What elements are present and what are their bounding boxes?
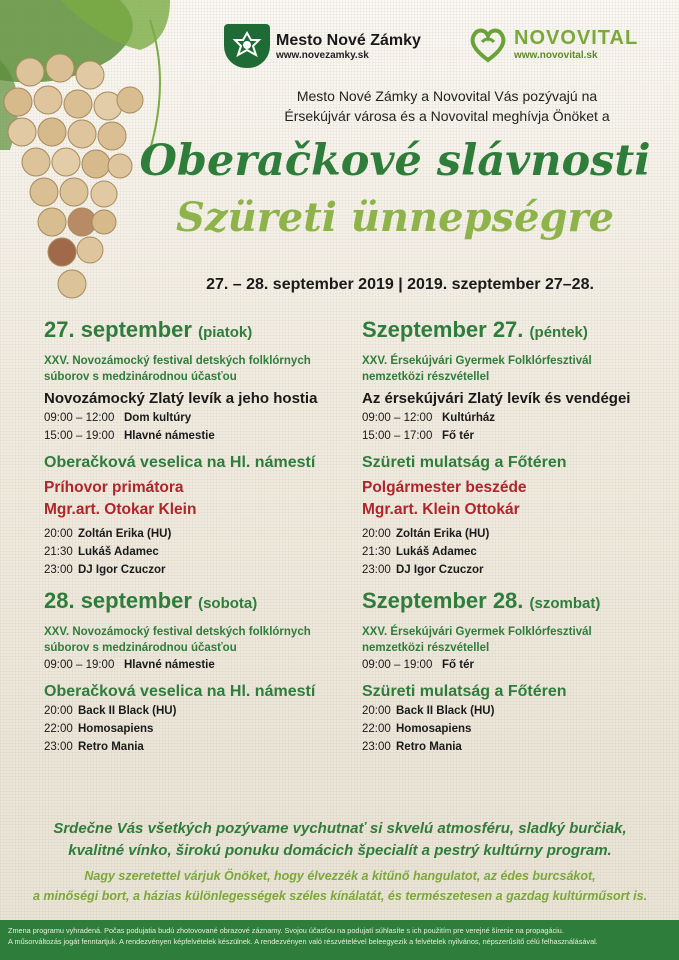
performer: Back II Black (HU) [78, 705, 177, 717]
invite-line-sk: Mesto Nové Zámky a Novovital Vás pozývajú na [296, 88, 598, 104]
festival-name [44, 353, 344, 385]
day-weekday: (péntek) [529, 324, 588, 341]
performer: DJ Igor Czuczor [396, 564, 484, 576]
time: 09:00 – 12:00 [362, 412, 433, 424]
speaker-name: Mgr.art. Otokar Klein [44, 501, 197, 518]
schedule-row [362, 427, 662, 445]
closing-hu-line: Nagy szeretettel várjuk Önöket, hogy élvezzék a kitűnő hangulatot, az édes burcsákot, [84, 869, 596, 883]
schedule-row [362, 543, 662, 561]
speech-title: Polgármester beszéde [362, 479, 527, 496]
time: 20:00 [362, 528, 391, 540]
place: Hlavné námestie [124, 430, 215, 442]
city-crest-icon [224, 24, 270, 68]
time: 22:00 [44, 723, 73, 735]
time: 22:00 [362, 723, 391, 735]
event-dates: 27. – 28. september 2019 | 2019. szeptember 27–28. [206, 276, 594, 293]
performer: Zoltán Erika (HU) [396, 528, 490, 540]
event-title: Oberačková veselica na Hl. námestí [44, 454, 316, 471]
footer-line-sk: Zmena programu vyhradená. Počas podujatia budú zhotovované obrazové záznamy. Svojou účasťou na podujatí súhlasíte s ich použitím pre verejné šírenie na propagáciu. [8, 926, 564, 935]
day-date: Szeptember 28. [362, 588, 524, 613]
event-title: Novozámocký Zlatý levík a jeho hostia [44, 390, 318, 407]
place: Fő tér [442, 659, 474, 671]
schedule-row [44, 427, 344, 445]
time: 23:00 [44, 564, 73, 576]
festival-name [362, 624, 662, 656]
speaker-name: Mgr.art. Klein Ottokár [362, 501, 520, 518]
event-title: Szüreti mulatság a Főtéren [362, 683, 567, 700]
festival-line: XXV. Érsekújvári Gyermek Folklórfesztivál [362, 355, 592, 367]
program-hungarian [362, 316, 662, 756]
speech-title: Príhovor primátora [44, 479, 184, 496]
schedule-row [44, 525, 344, 543]
performer: Retro Mania [78, 741, 144, 753]
city-logo [224, 24, 421, 68]
time: 21:30 [44, 546, 73, 558]
day-date: Szeptember 27. [362, 317, 524, 342]
invite-line-hu: Érsekújvár városa és a Novovital meghívja Önöket a [284, 108, 610, 124]
heart-leaf-icon [468, 24, 508, 64]
title-slovak: Oberačkové slávnosti [139, 136, 651, 186]
day-heading [362, 316, 662, 347]
schedule-row [44, 409, 344, 427]
performer: DJ Igor Czuczor [78, 564, 166, 576]
performer: Lukáš Adamec [78, 546, 159, 558]
schedule-row [44, 738, 344, 756]
place: Kultúrház [442, 412, 496, 424]
performer: Zoltán Erika (HU) [78, 528, 172, 540]
time: 21:30 [362, 546, 391, 558]
city-name: Mesto Nové Zámky [276, 31, 421, 49]
event-title: Az érsekújvári Zlatý levík és vendégei [362, 390, 631, 407]
time: 23:00 [44, 741, 73, 753]
schedule-row [362, 738, 662, 756]
schedule-row [44, 656, 344, 674]
novovital-url: www.novovital.sk [514, 50, 598, 61]
schedule-row [44, 720, 344, 738]
festival-line: XXV. Érsekújvári Gyermek Folklórfesztivál [362, 626, 592, 638]
time: 23:00 [362, 564, 391, 576]
day-date: 28. september [44, 588, 192, 613]
closing-sk-line: kvalitné vínko, širokú ponuku domácich špecialít a pestrý kultúrny program. [68, 842, 612, 859]
festival-line: XXV. Novozámocký festival detských folklórnych [44, 626, 311, 638]
novovital-logo [468, 24, 638, 64]
event-title: Szüreti mulatság a Főtéren [362, 454, 567, 471]
performer: Homosapiens [396, 723, 472, 735]
day-heading [362, 587, 662, 618]
place: Hlavné námestie [124, 659, 215, 671]
time: 20:00 [362, 705, 391, 717]
program-slovak [44, 316, 344, 756]
novovital-name: NOVOVITAL [514, 27, 639, 49]
closing-sk-line: Srdečne Vás všetkých pozývame vychutnať si skvelú atmosféru, sladký burčiak, [53, 820, 627, 837]
performer: Back II Black (HU) [396, 705, 495, 717]
time: 09:00 – 19:00 [362, 659, 433, 671]
festival-line: súborov s medzinárodnou účasťou [44, 642, 237, 654]
performer: Homosapiens [78, 723, 154, 735]
invitation-text [252, 86, 642, 126]
schedule-row [362, 561, 662, 579]
schedule-row [362, 702, 662, 720]
footer-line-hu: A műsorváltozás jogát fenntartjuk. A rendezvényen képfelvételek készülnek. A rendezvényen való részvételével beleegyezik a felvételek nyilvános, népszerűsítő célú felhasználásával. [8, 937, 598, 946]
festival-name [362, 353, 662, 385]
time: 23:00 [362, 741, 391, 753]
time: 09:00 – 12:00 [44, 412, 115, 424]
day-date: 27. september [44, 317, 192, 342]
schedule-row [362, 525, 662, 543]
festival-line: nemzetközi részvétellel [362, 642, 490, 654]
festival-name [44, 624, 344, 656]
time: 15:00 – 17:00 [362, 430, 433, 442]
title-hungarian: Szüreti ünnepségre [176, 194, 614, 241]
schedule-row [362, 656, 662, 674]
place: Fő tér [442, 430, 474, 442]
day-heading [44, 316, 344, 347]
city-url: www.novezamky.sk [276, 49, 369, 61]
closing-message [20, 818, 660, 906]
time: 20:00 [44, 528, 73, 540]
time: 20:00 [44, 705, 73, 717]
festival-line: súborov s medzinárodnou účasťou [44, 371, 237, 383]
schedule-row [44, 702, 344, 720]
day-heading [44, 587, 344, 618]
schedule-row [362, 720, 662, 738]
festival-line: nemzetközi részvétellel [362, 371, 490, 383]
schedule-row [362, 409, 662, 427]
day-weekday: (sobota) [198, 595, 258, 612]
closing-hu-line: a minőségi bort, a házias különlegességek széles kínálatát, és természetesen a gazdag kultúrműsort is. [32, 889, 648, 903]
event-title: Oberačková veselica na Hl. námestí [44, 683, 316, 700]
day-weekday: (szombat) [529, 595, 601, 612]
performer: Retro Mania [396, 741, 462, 753]
performer: Lukáš Adamec [396, 546, 477, 558]
time: 09:00 – 19:00 [44, 659, 115, 671]
place: Dom kultúry [124, 412, 192, 424]
time: 15:00 – 19:00 [44, 430, 115, 442]
footer-disclaimer [0, 920, 679, 960]
day-weekday: (piatok) [198, 324, 253, 341]
schedule-row [44, 561, 344, 579]
festival-line: XXV. Novozámocký festival detských folklórnych [44, 355, 311, 367]
schedule-row [44, 543, 344, 561]
